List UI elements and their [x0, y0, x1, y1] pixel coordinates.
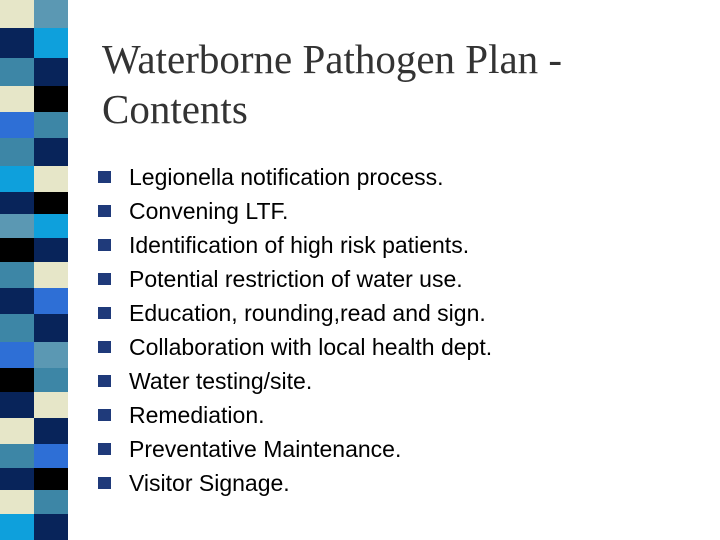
stripe-block: [0, 368, 34, 392]
stripe-block: [34, 192, 68, 214]
bullet-text: Water testing/site.: [129, 368, 313, 394]
stripe-block: [0, 138, 34, 166]
stripe-block: [34, 314, 68, 342]
stripe-block: [0, 392, 34, 418]
stripe-block: [34, 28, 68, 58]
stripe-block: [0, 58, 34, 86]
stripe-block: [34, 418, 68, 444]
square-bullet-icon: [98, 443, 111, 455]
stripe-block: [34, 58, 68, 86]
square-bullet-icon: [98, 341, 111, 353]
bullet-text: Legionella notification process.: [129, 164, 444, 190]
stripe-block: [34, 490, 68, 514]
decorative-left-stripe: [0, 0, 68, 540]
stripe-block: [0, 444, 34, 468]
stripe-block: [0, 342, 34, 368]
stripe-block: [0, 238, 34, 262]
stripe-block: [34, 514, 68, 540]
stripe-block: [0, 112, 34, 138]
stripe-block: [0, 262, 34, 288]
bullet-text: Preventative Maintenance.: [129, 436, 402, 462]
bullet-text: Potential restriction of water use.: [129, 266, 463, 292]
stripe-block: [0, 0, 34, 28]
stripe-block: [0, 468, 34, 490]
stripe-block: [34, 342, 68, 368]
stripe-block: [0, 514, 34, 540]
bullet-text: Visitor Signage.: [129, 470, 290, 496]
square-bullet-icon: [98, 273, 111, 285]
stripe-block: [0, 418, 34, 444]
square-bullet-icon: [98, 171, 111, 183]
bullet-text: Education, rounding,read and sign.: [129, 300, 486, 326]
stripe-block: [34, 86, 68, 112]
square-bullet-icon: [98, 205, 111, 217]
stripe-block: [0, 28, 34, 58]
stripe-block: [0, 314, 34, 342]
square-bullet-icon: [98, 375, 111, 387]
stripe-block: [34, 392, 68, 418]
stripe-block: [34, 214, 68, 238]
stripe-block: [34, 262, 68, 288]
stripe-block: [0, 490, 34, 514]
stripe-block: [0, 166, 34, 192]
square-bullet-icon: [98, 307, 111, 319]
bullet-text: Collaboration with local health dept.: [129, 334, 493, 360]
stripe-block: [0, 214, 34, 238]
slide-title: Waterborne Pathogen Plan - Contents: [102, 36, 563, 132]
stripe-block: [0, 192, 34, 214]
stripe-block: [34, 468, 68, 490]
stripe-block: [34, 444, 68, 468]
stripe-block: [34, 166, 68, 192]
square-bullet-icon: [98, 239, 111, 251]
square-bullet-icon: [98, 409, 111, 421]
stripe-block: [0, 86, 34, 112]
stripe-block: [34, 112, 68, 138]
bullet-text: Remediation.: [129, 402, 265, 428]
stripe-block: [34, 0, 68, 28]
stripe-block: [34, 138, 68, 166]
stripe-block: [0, 288, 34, 314]
stripe-block: [34, 368, 68, 392]
bullet-text: Convening LTF.: [129, 198, 289, 224]
stripe-block: [34, 288, 68, 314]
bullet-text: Identification of high risk patients.: [129, 232, 470, 258]
stripe-block: [34, 238, 68, 262]
square-bullet-icon: [98, 477, 111, 489]
